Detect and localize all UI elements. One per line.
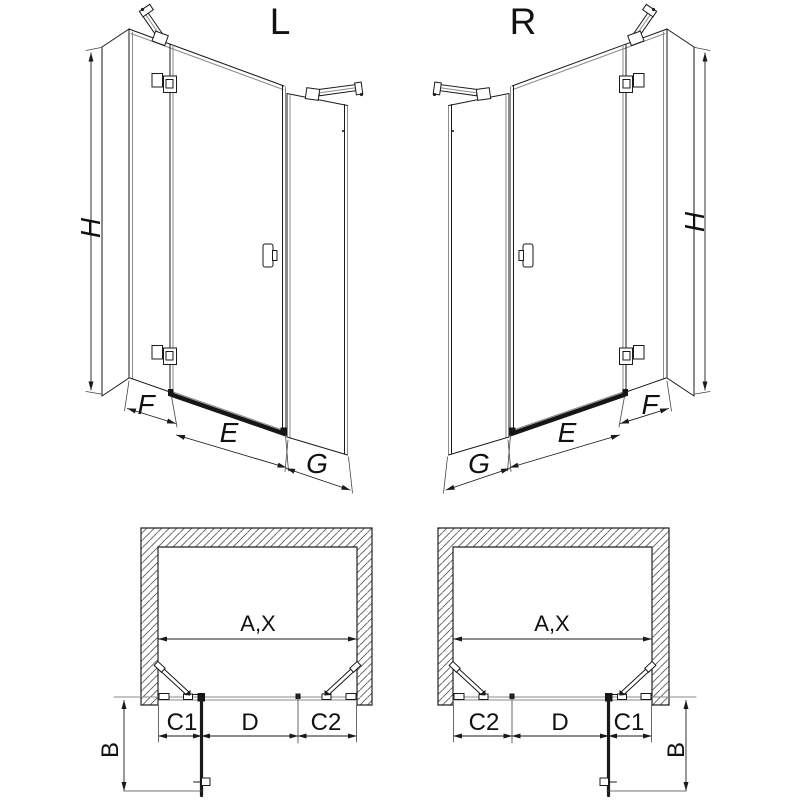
plan-left-b-label: B xyxy=(97,741,124,759)
plan-right-c2-label: C2 xyxy=(468,709,500,736)
iso-left-title: L xyxy=(269,1,291,42)
iso-right-dim-h-label: H xyxy=(679,211,710,233)
iso-right-dim-f-label: F xyxy=(641,389,659,420)
iso-left-dim-h-label: H xyxy=(75,217,106,239)
iso-right-title: R xyxy=(509,1,537,42)
plan-left-opening-label: A,X xyxy=(240,611,276,636)
plan-left-c1-label: C1 xyxy=(166,709,198,736)
iso-left-dim-e-label: E xyxy=(219,417,239,448)
plan-left-view xyxy=(97,528,372,796)
iso-right-dim-g-label: G xyxy=(468,448,490,479)
iso-right-view xyxy=(433,1,710,493)
iso-right-dim-e-label: E xyxy=(557,417,577,448)
plan-left-d-label: D xyxy=(241,709,259,736)
plan-right-c1-label: C1 xyxy=(613,709,645,736)
plan-left-c2-label: C2 xyxy=(310,709,342,736)
iso-left-view xyxy=(75,1,363,493)
iso-left-dim-f-label: F xyxy=(137,389,155,420)
plan-right-b-label: B xyxy=(663,741,690,759)
plan-right-view xyxy=(438,528,696,796)
plan-right-opening-label: A,X xyxy=(534,611,570,636)
plan-right-d-label: D xyxy=(551,709,569,736)
iso-left-dim-g-label: G xyxy=(306,448,328,479)
